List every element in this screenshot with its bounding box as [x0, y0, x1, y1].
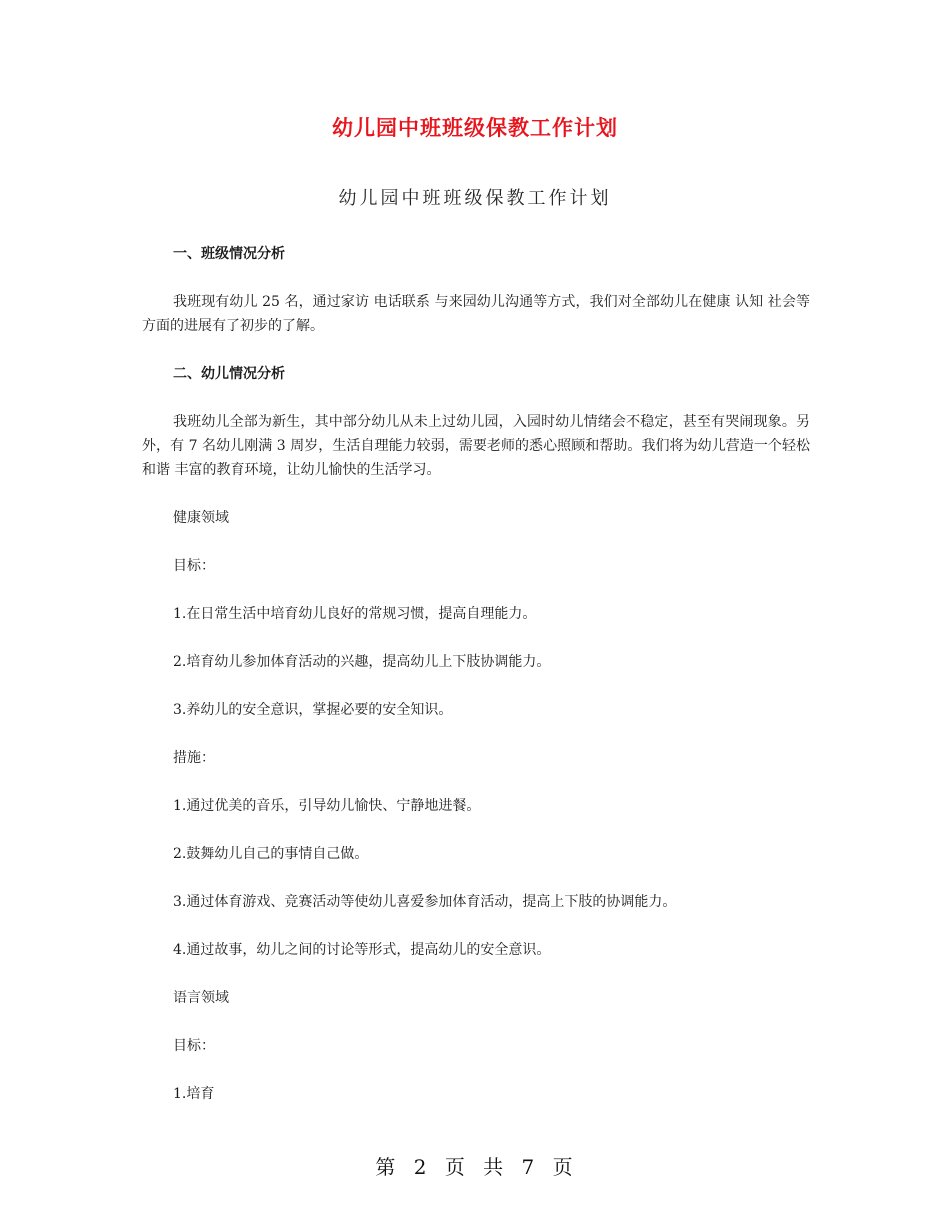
paragraph-child-analysis: 我班幼儿全部为新生，其中部分幼儿从未上过幼儿园，入园时幼儿情绪会不稳定，甚至有哭闹现象。另外，有 7 名幼儿刚满 3 周岁，生活自理能力较弱，需要老师的悉心照顾和帮助。我们将为幼儿营造一个轻松 和谐 丰富的教育环境，让幼儿愉快的生活学习。	[142, 414, 810, 478]
document-body	[142, 242, 810, 1130]
footer-current-page: 2	[413, 1155, 429, 1179]
health-measure-item: 2.鼓舞幼儿自己的事情自己做。	[173, 846, 369, 862]
health-measure-item: 4.通过故事，幼儿之间的讨论等形式，提高幼儿的安全意识。	[173, 942, 551, 958]
page-number-footer	[0, 1151, 950, 1180]
health-goal-item: 3.养幼儿的安全意识，掌握必要的安全知识。	[173, 702, 453, 718]
health-measure-item: 3.通过体育游戏、竞赛活动等使幼儿喜爱参加体育活动，提高上下肢的协调能力。	[173, 894, 677, 910]
language-goal-item: 1.培育	[173, 1086, 215, 1102]
language-domain-label: 语言领域	[173, 990, 229, 1006]
footer-total-pages: 7	[521, 1155, 537, 1179]
health-goal-item: 2.培育幼儿参加体育活动的兴趣，提高幼儿上下肢协调能力。	[173, 654, 551, 670]
paragraph-class-analysis: 我班现有幼儿 25 名，通过家访 电话联系 与来园幼儿沟通等方式，我们对全部幼儿在健康 认知 社会等方面的进展有了初步的了解。	[142, 294, 810, 334]
document-subtitle: 幼儿园中班班级保教工作计划	[338, 188, 612, 209]
footer-prefix: 第	[375, 1155, 398, 1179]
health-goals-label: 目标：	[173, 558, 215, 574]
health-measure-item: 1.通过优美的音乐，引导幼儿愉快、宁静地进餐。	[173, 798, 481, 814]
footer-total-word: 共	[483, 1155, 506, 1179]
health-goal-item: 1.在日常生活中培育幼儿良好的常规习惯，提高自理能力。	[173, 606, 537, 622]
document-title: 幼儿园中班班级保教工作计划	[332, 116, 618, 140]
footer-suffix: 页	[552, 1155, 575, 1179]
section-heading-child-analysis: 二、幼儿情况分析	[173, 366, 285, 382]
health-domain-label: 健康领域	[173, 510, 229, 526]
footer-page-word: 页	[444, 1155, 467, 1179]
language-goals-label: 目标：	[173, 1038, 215, 1054]
section-heading-class-analysis: 一、班级情况分析	[173, 246, 285, 262]
health-measures-label: 措施：	[173, 750, 215, 766]
